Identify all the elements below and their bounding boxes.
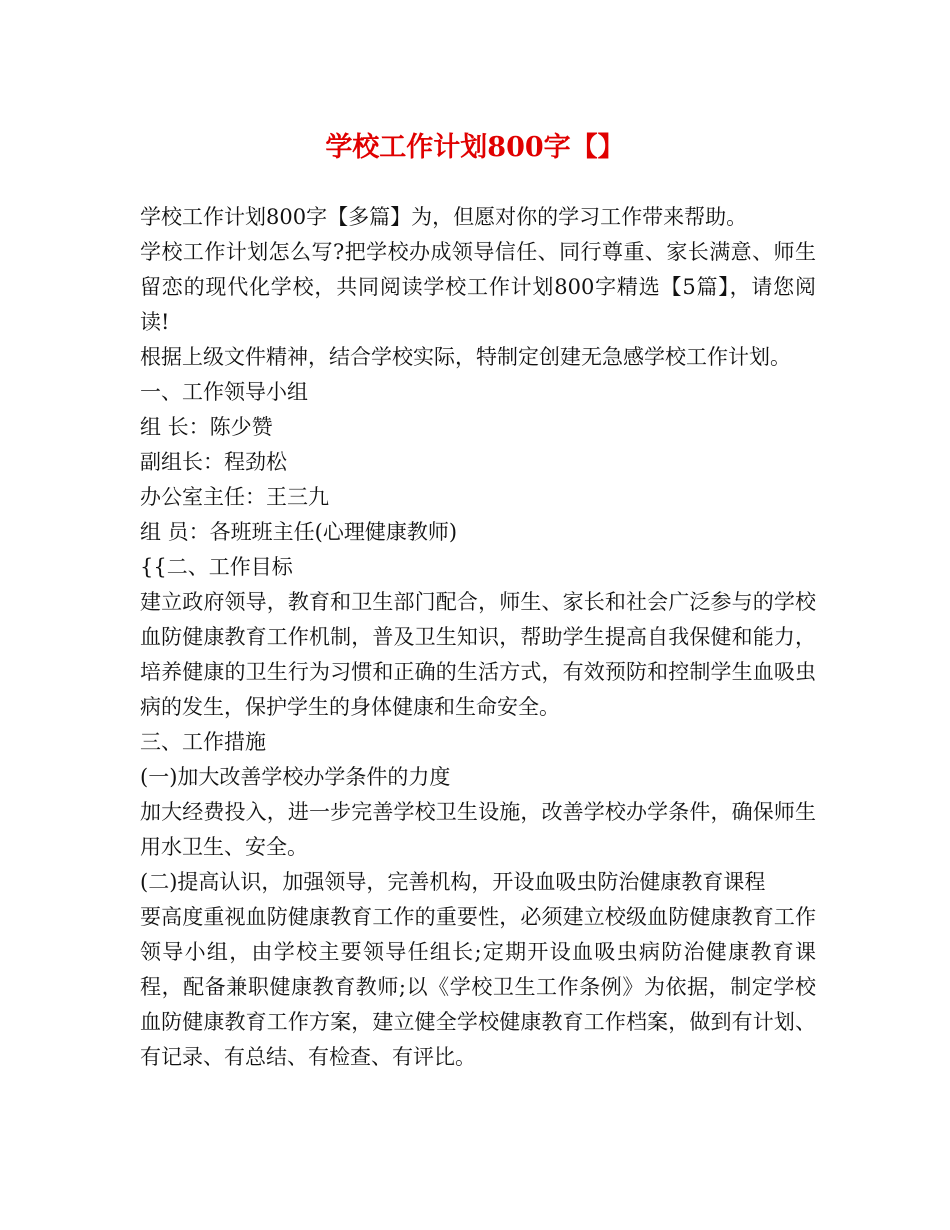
section-heading-measures: 三、工作措施 — [140, 730, 266, 754]
paragraph-how-to-write: 学校工作计划怎么写?把学校办成领导信任、同行尊重、家长满意、师生留恋的现代化学校，共同阅读学校工作计划800字精选【5篇】，请您阅读! — [140, 240, 816, 334]
paragraph-measure-two: 要高度重视血防健康教育工作的重要性，必须建立校级血防健康教育工作领导小组，由学校主要领导任组长;定期开设血吸虫病防治健康教育课程，配备兼职健康教育教师;以《学校卫生工作条例》为依据，制定学校血防健康教育工作方案，建立健全学校健康教育工作档案，做到有计划、有记录、有总结、有检查、有评比。 — [140, 905, 816, 1069]
member-office-director: 办公室主任：王三九 — [140, 485, 329, 509]
member-deputy-leader: 副组长：程劲松 — [140, 450, 287, 474]
document-body — [140, 200, 816, 1075]
document-title: 学校工作计划800字【】 — [325, 132, 625, 163]
paragraph-goals: 建立政府领导，教育和卫生部门配合，师生、家长和社会广泛参与的学校血防健康教育工作机制，普及卫生知识，帮助学生提高自我保健和能力，培养健康的卫生行为习惯和正确的生活方式，有效预防和控制学生血吸虫病的发生，保护学生的身体健康和生命安全。 — [140, 590, 816, 719]
paragraph-basis: 根据上级文件精神，结合学校实际，特制定创建无急感学校工作计划。 — [140, 345, 791, 369]
member-leader: 组 长：陈少赞 — [140, 415, 273, 439]
subheading-measure-one: (一)加大改善学校办学条件的力度 — [140, 765, 451, 789]
member-group-members: 组 员：各班班主任(心理健康教师) — [140, 520, 458, 544]
paragraph-intro: 学校工作计划800字【多篇】为，但愿对你的学习工作带来帮助。 — [140, 205, 748, 229]
section-heading-leadership-group: 一、工作领导小组 — [140, 380, 308, 404]
paragraph-measure-one: 加大经费投入，进一步完善学校卫生设施，改善学校办学条件，确保师生用水卫生、安全。 — [140, 800, 816, 859]
section-heading-goals: {{二、工作目标 — [140, 555, 293, 579]
subheading-measure-two: (二)提高认识，加强领导，完善机构，开设血吸虫防治健康教育课程 — [140, 870, 766, 894]
